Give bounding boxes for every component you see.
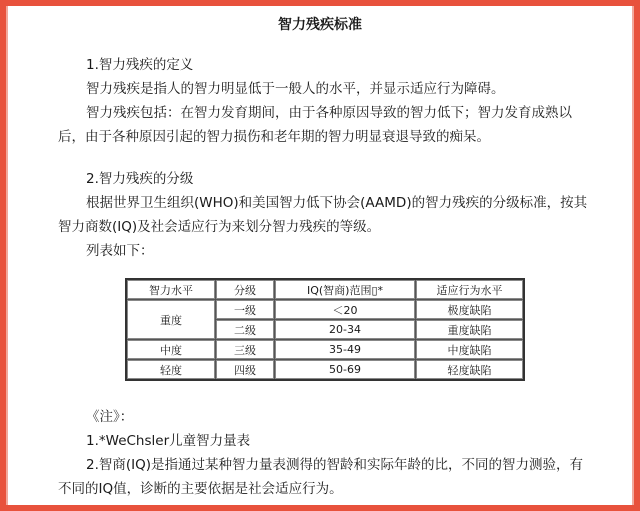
includes-line-2: 后，由于各种原因引起的智力损伤和老年期的智力明显衰退导致的痴呆。 (58, 129, 490, 145)
grading-desc-line-1: 根据世界卫生组织(WHO)和美国智力低下协会(AAMD)的智力残疾的分级标准，按其 (86, 195, 588, 211)
table-row (126, 340, 524, 360)
behavior-cell: 重度缺陷 (416, 320, 525, 340)
list-intro: 列表如下： (86, 243, 154, 259)
iq-cell: 20-34 (275, 320, 416, 340)
includes-line-1: 智力残疾包括：在智力发育期间，由于各种原因导致的智力低下；智力发育成熟以 (86, 105, 572, 121)
table-row (126, 300, 524, 320)
grading-desc-line-2: 智力商数(IQ)及社会适应行为来划分智力残疾的等级。 (58, 219, 381, 235)
header-cell: 智力水平 (126, 279, 216, 300)
level-cell: 重度 (126, 300, 216, 340)
note-2-line-1: 2.智商(IQ)是指通过某种智力量表测得的智龄和实际年龄的比，不同的智力测验，有 (86, 457, 584, 473)
behavior-cell: 极度缺陷 (416, 300, 525, 320)
notes-heading: 《注》： (86, 409, 134, 425)
header-cell: 分级 (216, 279, 275, 300)
note-1: 1.*WeChsler儿童智力量表 (86, 433, 251, 449)
header-cell: 适应行为水平 (416, 279, 525, 300)
grade-cell: 一级 (216, 300, 275, 320)
iq-cell: 50-69 (275, 360, 416, 381)
table-header-row (126, 279, 524, 300)
grade-cell: 四级 (216, 360, 275, 381)
level-cell: 中度 (126, 340, 216, 360)
behavior-cell: 轻度缺陷 (416, 360, 525, 381)
behavior-cell: 中度缺陷 (416, 340, 525, 360)
note-2-line-2: 不同的IQ值，诊断的主要依据是社会适应行为。 (58, 481, 343, 497)
header-cell: IQ(智商)范围▯* (275, 279, 416, 300)
section1-heading: 1.智力残疾的定义 (86, 57, 194, 73)
iq-cell: ＜20 (275, 300, 416, 320)
page-inner (6, 6, 634, 505)
grade-cell: 二级 (216, 320, 275, 340)
definition-text: 智力残疾是指人的智力明显低于一般人的水平，并显示适应行为障碍。 (86, 81, 505, 97)
table-row (126, 360, 524, 381)
grading-table (125, 278, 525, 381)
page-title: 智力残疾标准 (278, 17, 362, 33)
grade-cell: 三级 (216, 340, 275, 360)
section2-heading: 2.智力残疾的分级 (86, 171, 194, 187)
level-cell: 轻度 (126, 360, 216, 381)
iq-cell: 35-49 (275, 340, 416, 360)
